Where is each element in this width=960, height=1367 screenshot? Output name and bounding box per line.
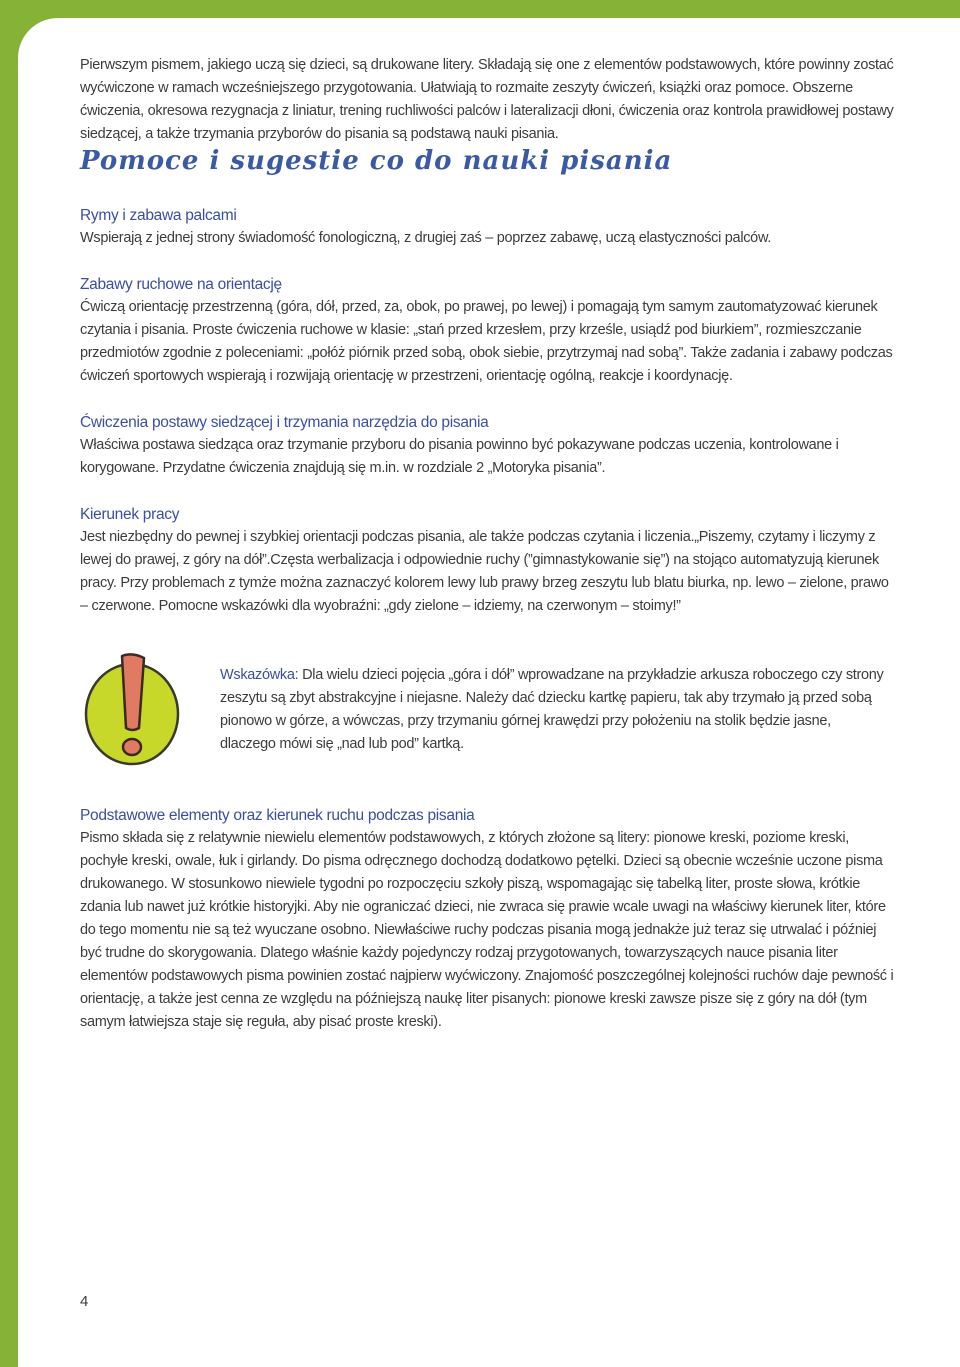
main-title: Pomoce i sugestie co do nauki pisania (80, 146, 673, 176)
page-number: 4 (80, 1293, 89, 1310)
section-body: Pismo składa się z relatywnie niewielu elementów podstawowych, z których złożone są litery: pionowe kreski, poziome kreski, pochyłe kreski, owale, łuk i girlandy. Do pisma odręcznego dochodzą dodatkowo pętelki. Dzieci są obecnie wcześnie uczone pisma drukowanego. W stosunkowo niewiele tygodni po rozpoczęciu szkoły piszą, wspomagając się tabelką liter, proste słowa, krótkie zdania lub nawet już krótkie historyjki. Aby nie ograniczać dzieci, nie zwraca się prawie wcale uwagi na właściwy kierunek liter, które do tego momentu nie są też wyuczane osobno. Niewłaściwe ruchy podczas pisania mogą jednakże już teraz się utrwalać i później być trudne do skorygowania. Dlatego właśnie każdy pojedynczy rodzaj przygotowanych, towarzyszących nauce pisania liter elementów podstawowych pisma powinien zostać najpierw wyćwiczony. Znajomość poszczególnej kolejności ruchów daje pewność i orientację, a także jest cenna ze względu na późniejszą naukę liter pisanych: pionowe kreski zawsze pisze się z góry na dół (tym samym łatwiejsza staje się reguła, aby pisać proste kreski). (80, 830, 894, 1030)
section-rhymes (80, 204, 900, 250)
hint-text (220, 664, 890, 756)
hint-label: Wskazówka: (220, 667, 299, 683)
section-posture (80, 411, 900, 480)
section-heading: Rymy i zabawa palcami (80, 207, 237, 224)
exclamation-icon (82, 652, 182, 767)
section-body: Wspierają z jednej strony świadomość fonologiczną, z drugiej zaś – poprzez zabawę, uczą elastyczności palców. (80, 230, 772, 246)
section-basic-elements (80, 804, 900, 1034)
section-body: Jest niezbędny do pewnej i szybkiej orientacji podczas pisania, ale także podczas czytania i liczenia.„Piszemy, czytamy i liczymy z lewej do prawej, z góry na dół”.Częsta werbalizacja i odpowiednie ruchy (”gimnastykowanie się”) na stojąco automatyzują kierunek pracy. Przy problemach z tymże można zaznaczyć kolorem lewy lub prawy brzeg zeszytu lub blatu biurka, np. lewo – zielone, prawo – czerwone. Pomocne wskazówki dla wyobraźni: „gdy zielone – idziemy, na czerwonym – stoimy!” (80, 529, 889, 614)
content (80, 54, 900, 1057)
section-heading: Zabawy ruchowe na orientację (80, 276, 282, 293)
section-movement-games (80, 273, 900, 388)
hint-box (80, 652, 900, 762)
hint-body: Dla wielu dzieci pojęcia „góra i dół” wprowadzane na przykładzie arkusza roboczego czy strony zeszytu są zbyt abstrakcyjne i niejasne. Należy dać dziecku kartkę papieru, tak aby trzymało ją przed sobą pionowo w górze, a wówczas, przy trzymaniu górnej krawędzi przy położeniu na stolik będzie jasne, dlaczego mówi się „nad lub pod” kartką. (220, 667, 884, 752)
section-body: Ćwiczą orientację przestrzenną (góra, dół, przed, za, obok, po prawej, po lewej) i pomagają tym samym zautomatyzować kierunek czytania i pisania. Proste ćwiczenia ruchowe w klasie: „stań przed krzesłem, przy krześle, usiądź pod biurkiem”, rozmieszczanie przedmiotów zgodnie z poleceniami: „połóż piórnik przed sobą, obok siebie, przytrzymaj nad sobą”. Także zadania i zabawy podczas ćwiczeń sportowych wspierają i rozwijają orientację w przestrzeni, orientację ogólną, reakcje i koordynację. (80, 299, 893, 384)
intro-paragraph: Pierwszym pismem, jakiego uczą się dzieci, są drukowane litery. Składają się one z elementów podstawowych, które powinny zostać wyćwiczone w ramach wcześniejszego przygotowania. Ułatwiają to rozmaite zeszyty ćwiczeń, książki oraz pomoce. Obszerne ćwiczenia, okresowa rezygnacja z liniatur, trening ruchliwości palców i lateralizacji dłoni, ćwiczenia oraz kontrola prawidłowej postawy siedzącej, a także trzymania przyborów do pisania są podstawą nauki pisania. (80, 57, 894, 142)
section-work-direction (80, 503, 900, 618)
section-heading: Kierunek pracy (80, 506, 180, 523)
section-heading: Podstawowe elementy oraz kierunek ruchu podczas pisania (80, 807, 475, 824)
section-body: Właściwa postawa siedząca oraz trzymanie przyboru do pisania powinno być pokazywane podczas uczenia, kontrolowane i korygowane. Przydatne ćwiczenia znajdują się m.in. w rozdziale 2 „Motoryka pisania”. (80, 437, 839, 476)
section-heading: Ćwiczenia postawy siedzącej i trzymania narzędzia do pisania (80, 414, 489, 431)
